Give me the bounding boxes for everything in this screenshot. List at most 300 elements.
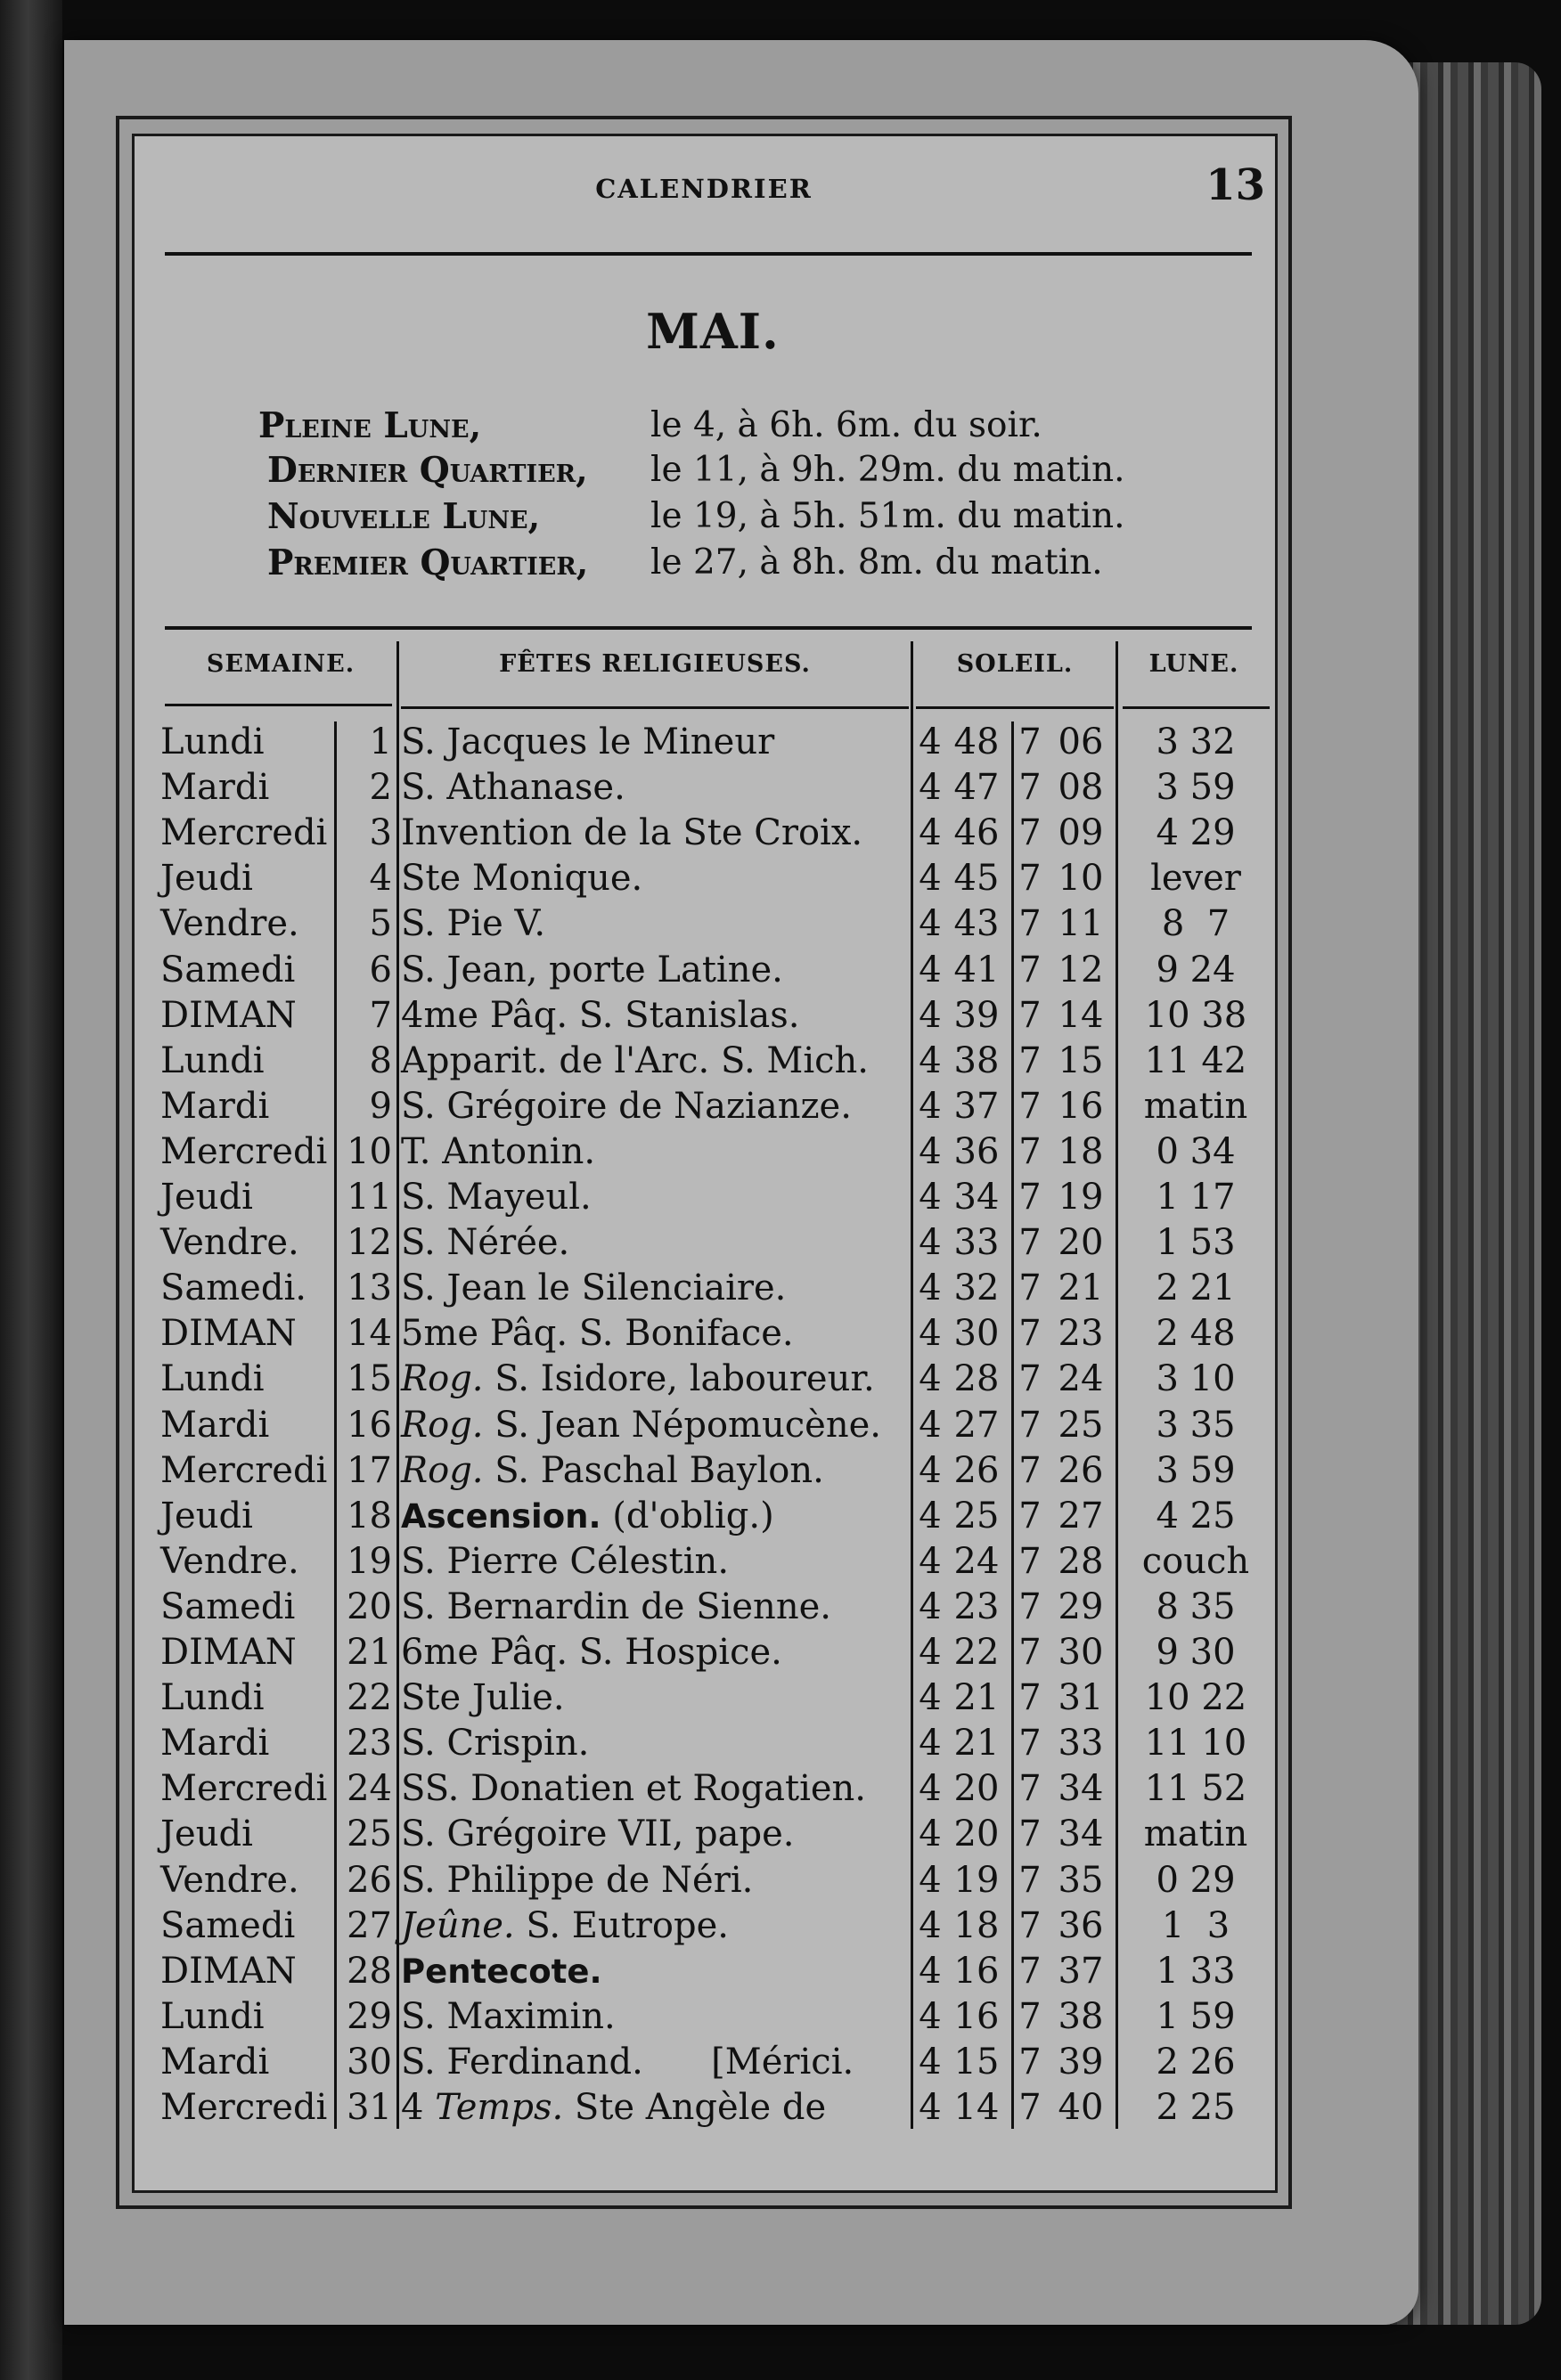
sunrise-minute: 46 [953,812,1000,853]
sunrise-hour: 4 [919,1450,942,1491]
moon-time: 1 17 [1156,1177,1236,1218]
sunrise-minute: 14 [953,2087,1000,2128]
sunset-minute: 19 [1058,1177,1104,1218]
sunrise-minute: 21 [953,1677,1000,1718]
moon-phase-time: le 27, à 8h. 8m. du matin. [650,542,1103,583]
feast-name: Ste Monique. [401,858,643,899]
day-number: 1 [369,721,392,762]
weekday: Mercredi [160,812,328,853]
calendar-row [0,858,1561,903]
sunset-hour: 7 [1018,1267,1042,1308]
calendar-row [0,1496,1561,1541]
sunset-minute: 29 [1058,1586,1104,1627]
running-header: CALENDRIER [595,174,813,204]
sunset-hour: 7 [1018,1860,1042,1901]
day-number: 13 [347,1267,392,1308]
feast-name: S. Jean, porte Latine. [401,950,783,990]
sunset-minute: 09 [1058,812,1104,853]
weekday: Vendre. [160,903,299,944]
sunset-minute: 30 [1058,1632,1104,1673]
calendar-row [0,767,1561,812]
sunrise-minute: 33 [953,1222,1000,1263]
sunset-minute: 14 [1058,995,1104,1036]
sunset-minute: 28 [1058,1541,1104,1582]
column-header-feasts: FÊTES RELIGIEUSES. [499,650,811,678]
sunrise-minute: 39 [953,995,1000,1036]
day-number: 26 [347,1860,392,1901]
day-number: 16 [347,1405,392,1446]
sunset-minute: 08 [1058,767,1104,808]
moon-time: couch [1141,1541,1250,1582]
feast-name: S. Grégoire de Nazianze. [401,1086,852,1127]
sunrise-minute: 45 [953,858,1000,899]
calendar-row [0,1768,1561,1814]
sunrise-minute: 24 [953,1541,1000,1582]
sunset-hour: 7 [1018,1496,1042,1536]
day-number: 7 [369,995,392,1036]
moon-phase-name: Nouvelle Lune, [267,496,541,537]
moon-time: 9 30 [1156,1632,1236,1673]
weekday: Mardi [160,2042,270,2082]
moon-phase-time: le 4, à 6h. 6m. du soir. [650,405,1042,445]
feast-name: S. Philippe de Néri. [401,1860,754,1901]
sunset-hour: 7 [1018,1677,1042,1718]
feast-name: S. Pierre Célestin. [401,1541,730,1582]
moon-time: 1 3 [1161,1905,1230,1946]
sunset-hour: 7 [1018,858,1042,899]
moon-time: 4 29 [1156,812,1236,853]
sunrise-minute: 28 [953,1358,1000,1399]
feast-prefix: Jeûne. [401,1905,515,1946]
sunset-hour: 7 [1018,1768,1042,1809]
sunset-hour: 7 [1018,1313,1042,1354]
moon-time: 11 42 [1144,1040,1247,1081]
sunrise-hour: 4 [919,1860,942,1901]
sunset-hour: 7 [1018,1905,1042,1946]
weekday: Lundi [160,1040,265,1081]
moon-time: 11 10 [1144,1723,1247,1764]
weekday: Jeudi [160,1177,253,1218]
sunrise-hour: 4 [919,2042,942,2082]
sunrise-hour: 4 [919,1267,942,1308]
sunset-minute: 40 [1058,2087,1104,2128]
day-number: 25 [347,1814,392,1854]
moon-phase-time: le 11, à 9h. 29m. du matin. [650,450,1125,490]
feast-name: S. Crispin. [401,1723,590,1764]
calendar-row [0,995,1561,1040]
sunrise-hour: 4 [919,1177,942,1218]
weekday: Mardi [160,1086,270,1127]
calendar-row [0,2042,1561,2087]
sunset-hour: 7 [1018,1541,1042,1582]
day-number: 22 [347,1677,392,1718]
calendar-row [0,1177,1561,1222]
feast-cell [401,858,642,899]
feast-cell [401,1267,786,1308]
sunset-hour: 7 [1018,903,1042,944]
day-number: 20 [347,1586,392,1627]
feast-name: S. Isidore, laboureur. [494,1358,875,1399]
weekday: DIMAN [160,995,297,1036]
sunset-hour: 7 [1018,1632,1042,1673]
feast-cell [401,812,862,853]
sunrise-hour: 4 [919,1768,942,1809]
day-number: 12 [347,1222,392,1263]
moon-time: matin [1143,1814,1248,1854]
moon-time: 3 59 [1156,767,1236,808]
calendar-row [0,721,1561,767]
sunset-hour: 7 [1018,1723,1042,1764]
feast-cell [401,903,545,944]
sunrise-minute: 26 [953,1450,1000,1491]
moon-phase-name: Premier Quartier, [267,542,589,583]
weekday: DIMAN [160,1632,297,1673]
sunrise-minute: 34 [953,1177,1000,1218]
sunset-hour: 7 [1018,1996,1042,2037]
calendar-row [0,1996,1561,2042]
sunset-minute: 31 [1058,1677,1104,1718]
feast-lead: 4 [401,2087,424,2128]
moon-phase-name: Pleine Lune, [258,405,482,446]
column-header-week: SEMAINE. [206,650,356,678]
day-number: 3 [369,812,392,853]
day-number: 15 [347,1358,392,1399]
sunrise-hour: 4 [919,1951,942,1992]
sunset-minute: 34 [1058,1814,1104,1854]
day-number: 27 [347,1905,392,1946]
sunset-minute: 34 [1058,1768,1104,1809]
weekday: Vendre. [160,1541,299,1582]
feast-name: S. Jacques le Mineur [401,721,775,762]
sunset-minute: 33 [1058,1723,1104,1764]
page-number: 13 [1205,160,1265,210]
table-top-rule [165,626,1252,630]
weekday: DIMAN [160,1951,297,1992]
day-number: 23 [347,1723,392,1764]
sunrise-hour: 4 [919,1814,942,1854]
day-number: 8 [369,1040,392,1081]
moon-time: 1 59 [1156,1996,1236,2037]
sunset-minute: 15 [1058,1040,1104,1081]
feast-cell [401,995,799,1036]
sunset-hour: 7 [1018,2042,1042,2082]
feast-cell [401,1450,824,1491]
moon-time: 4 25 [1156,1496,1236,1536]
moon-time: matin [1143,1086,1248,1127]
sunrise-hour: 4 [919,1040,942,1081]
calendar-row [0,1541,1561,1586]
sunrise-hour: 4 [919,1222,942,1263]
sunset-hour: 7 [1018,1040,1042,1081]
sunrise-hour: 4 [919,858,942,899]
sunset-hour: 7 [1018,721,1042,762]
sunset-minute: 25 [1058,1405,1104,1446]
feast-name: S. Athanase. [401,767,625,808]
weekday: Jeudi [160,1496,253,1536]
moon-time: 2 26 [1156,2042,1236,2082]
calendar-row [0,1677,1561,1723]
weekday: Jeudi [160,1814,253,1854]
sunset-minute: 10 [1058,858,1104,899]
calendar-row [0,1450,1561,1496]
sunrise-minute: 20 [953,1814,1000,1854]
day-number: 6 [369,950,392,990]
sunrise-minute: 30 [953,1313,1000,1354]
column-header-sun: SOLEIL. [956,650,1074,678]
feast-name: S. Maximin. [401,1996,616,2037]
weekday: Mercredi [160,2087,328,2128]
sunrise-minute: 25 [953,1496,1000,1536]
feast-name: Ste Angèle de [574,2087,827,2128]
day-number: 5 [369,903,392,944]
moon-time: 3 35 [1156,1405,1236,1446]
feast-cell [401,1496,774,1536]
feast-prefix: Rog. [401,1358,484,1399]
feast-prefix: Rog. [401,1450,484,1491]
sunrise-hour: 4 [919,767,942,808]
feast-prefix: Temps. [435,2087,564,2128]
sunrise-minute: 23 [953,1586,1000,1627]
sunrise-hour: 4 [919,950,942,990]
day-number: 28 [347,1951,392,1992]
column-header-moon: LUNE. [1148,650,1239,678]
weekday: Mardi [160,767,270,808]
column-header-underline-moon [1123,706,1270,709]
sunrise-minute: 16 [953,1996,1000,2037]
calendar-row [0,812,1561,858]
sunset-hour: 7 [1018,950,1042,990]
weekday: Lundi [160,721,265,762]
feast-name: S. Mayeul. [401,1177,592,1218]
sunset-minute: 37 [1058,1951,1104,1992]
moon-time: 11 52 [1144,1768,1247,1809]
feast-cell [401,767,625,808]
calendar-row [0,1860,1561,1905]
calendar-row [0,1905,1561,1951]
feast-cell [401,1996,616,2037]
sunrise-hour: 4 [919,1541,942,1582]
header-rule [165,252,1252,256]
feast-name: S. Pie V. [401,903,546,944]
sunset-minute: 39 [1058,2042,1104,2082]
sunrise-hour: 4 [919,903,942,944]
moon-time: 10 38 [1144,995,1247,1036]
moon-time: 1 33 [1156,1951,1236,1992]
moon-time: 3 32 [1156,721,1236,762]
feast-name: Ste Julie. [401,1677,565,1718]
weekday: Mercredi [160,1768,328,1809]
weekday: DIMAN [160,1313,297,1354]
feast-cell [401,1768,866,1809]
feast-name: SS. Donatien et Rogatien. [401,1768,867,1809]
feast-cell [401,1723,589,1764]
sunset-minute: 24 [1058,1358,1104,1399]
feast-bold: Pentecote. [401,1952,602,1991]
moon-time: 3 10 [1156,1358,1236,1399]
calendar-row [0,1586,1561,1632]
day-number: 30 [347,2042,392,2082]
moon-time: 0 29 [1156,1860,1236,1901]
calendar-row [0,1951,1561,1996]
feast-cell [401,1358,875,1399]
day-number: 14 [347,1313,392,1354]
weekday: Mardi [160,1723,270,1764]
sunset-hour: 7 [1018,1405,1042,1446]
weekday: Mercredi [160,1450,328,1491]
day-number: 31 [347,2087,392,2128]
column-header-underline-sun [916,706,1114,709]
sunrise-hour: 4 [919,1131,942,1172]
sunrise-minute: 47 [953,767,1000,808]
sunrise-minute: 22 [953,1632,1000,1673]
day-number: 18 [347,1496,392,1536]
feast-name: T. Antonin. [401,1131,596,1172]
feast-name: S. Paschal Baylon. [494,1450,824,1491]
calendar-row [0,950,1561,995]
feast-cell [401,1131,595,1172]
sunrise-hour: 4 [919,1405,942,1446]
sunset-hour: 7 [1018,1814,1042,1854]
sunrise-hour: 4 [919,1586,942,1627]
calendar-row [0,903,1561,949]
sunset-hour: 7 [1018,1951,1042,1992]
moon-phase-name: Dernier Quartier, [267,450,588,491]
feast-name: S. Bernardin de Sienne. [401,1586,831,1627]
sunset-minute: 38 [1058,1996,1104,2037]
moon-phase-time: le 19, à 5h. 51m. du matin. [650,496,1125,536]
weekday: Samedi [160,1905,296,1946]
moon-time: 8 7 [1161,903,1230,944]
calendar-row [0,1358,1561,1404]
feast-cell [401,2087,826,2128]
moon-time: 2 25 [1156,2087,1236,2128]
sunset-hour: 7 [1018,812,1042,853]
feast-cell [401,1086,852,1127]
calendar-row [0,1632,1561,1677]
sunrise-hour: 4 [919,995,942,1036]
day-number: 11 [347,1177,392,1218]
column-header-underline-feasts [401,706,909,709]
sunrise-minute: 32 [953,1267,1000,1308]
sunset-minute: 27 [1058,1496,1104,1536]
calendar-row [0,1405,1561,1450]
sunrise-hour: 4 [919,1313,942,1354]
sunset-minute: 12 [1058,950,1104,990]
sunset-minute: 06 [1058,721,1104,762]
sunset-minute: 23 [1058,1313,1104,1354]
sunrise-hour: 4 [919,721,942,762]
moon-time: 0 34 [1156,1131,1236,1172]
weekday: Lundi [160,1358,265,1399]
moon-time: 9 24 [1156,950,1236,990]
feast-cell [401,1632,782,1673]
sunrise-minute: 20 [953,1768,1000,1809]
feast-name: S. Nérée. [401,1222,570,1263]
calendar-row [0,2087,1561,2132]
month-title: MAI. [646,303,780,360]
feast-name: S. Grégoire VII, pape. [401,1814,795,1854]
sunset-minute: 20 [1058,1222,1104,1263]
sunrise-minute: 36 [953,1131,1000,1172]
feast-prefix: Rog. [401,1405,484,1446]
weekday: Samedi [160,950,296,990]
sunset-minute: 35 [1058,1860,1104,1901]
moon-time: 10 22 [1144,1677,1247,1718]
calendar-row [0,1313,1561,1358]
sunrise-minute: 18 [953,1905,1000,1946]
sunset-hour: 7 [1018,767,1042,808]
feast-cell [401,1677,565,1718]
calendar-row [0,1040,1561,1086]
moon-time: 8 35 [1156,1586,1236,1627]
sunrise-hour: 4 [919,1677,942,1718]
sunset-hour: 7 [1018,1086,1042,1127]
sunrise-hour: 4 [919,1723,942,1764]
feast-cell [401,1905,729,1946]
calendar-row [0,1086,1561,1131]
moon-time: lever [1150,858,1241,899]
feast-name: 4me Pâq. S. Stanislas. [401,995,800,1036]
feast-cell [401,1814,795,1854]
sunrise-minute: 43 [953,903,1000,944]
day-number: 4 [369,858,392,899]
sunrise-minute: 38 [953,1040,1000,1081]
sunset-hour: 7 [1018,1358,1042,1399]
sunset-hour: 7 [1018,1177,1042,1218]
weekday: Mercredi [160,1131,328,1172]
sunset-hour: 7 [1018,2087,1042,2128]
sunrise-hour: 4 [919,1358,942,1399]
weekday: Mardi [160,1405,270,1446]
feast-cell [401,950,783,990]
sunset-minute: 16 [1058,1086,1104,1127]
moon-time: 2 48 [1156,1313,1236,1354]
feast-cell [401,1405,881,1446]
calendar-row [0,1222,1561,1267]
feast-cell [401,721,774,762]
moon-time: 2 21 [1156,1267,1236,1308]
calendar-row [0,1131,1561,1177]
feast-name: Invention de la Ste Croix. [401,812,863,853]
sunset-hour: 7 [1018,1131,1042,1172]
feast-cell [401,1177,592,1218]
calendar-row [0,1723,1561,1768]
day-number: 21 [347,1632,392,1673]
sunrise-hour: 4 [919,1496,942,1536]
calendar-row [0,1814,1561,1859]
feast-cell [401,1860,753,1901]
sunset-hour: 7 [1018,1450,1042,1491]
sunrise-hour: 4 [919,812,942,853]
day-number: 19 [347,1541,392,1582]
feast-name: 5me Pâq. S. Boniface. [401,1313,794,1354]
sunrise-hour: 4 [919,1996,942,2037]
column-header-underline-week [165,704,392,706]
weekday: Samedi. [160,1267,306,1308]
sunrise-minute: 21 [953,1723,1000,1764]
weekday: Vendre. [160,1860,299,1901]
sunrise-minute: 19 [953,1860,1000,1901]
feast-name: S. Jean le Silenciaire. [401,1267,787,1308]
sunset-minute: 18 [1058,1131,1104,1172]
weekday: Lundi [160,1677,265,1718]
moon-time: 1 53 [1156,1222,1236,1263]
sunset-hour: 7 [1018,1222,1042,1263]
moon-time: 3 59 [1156,1450,1236,1491]
feast-name: S. Eutrope. [526,1905,729,1946]
sunset-minute: 26 [1058,1450,1104,1491]
sunrise-minute: 48 [953,721,1000,762]
